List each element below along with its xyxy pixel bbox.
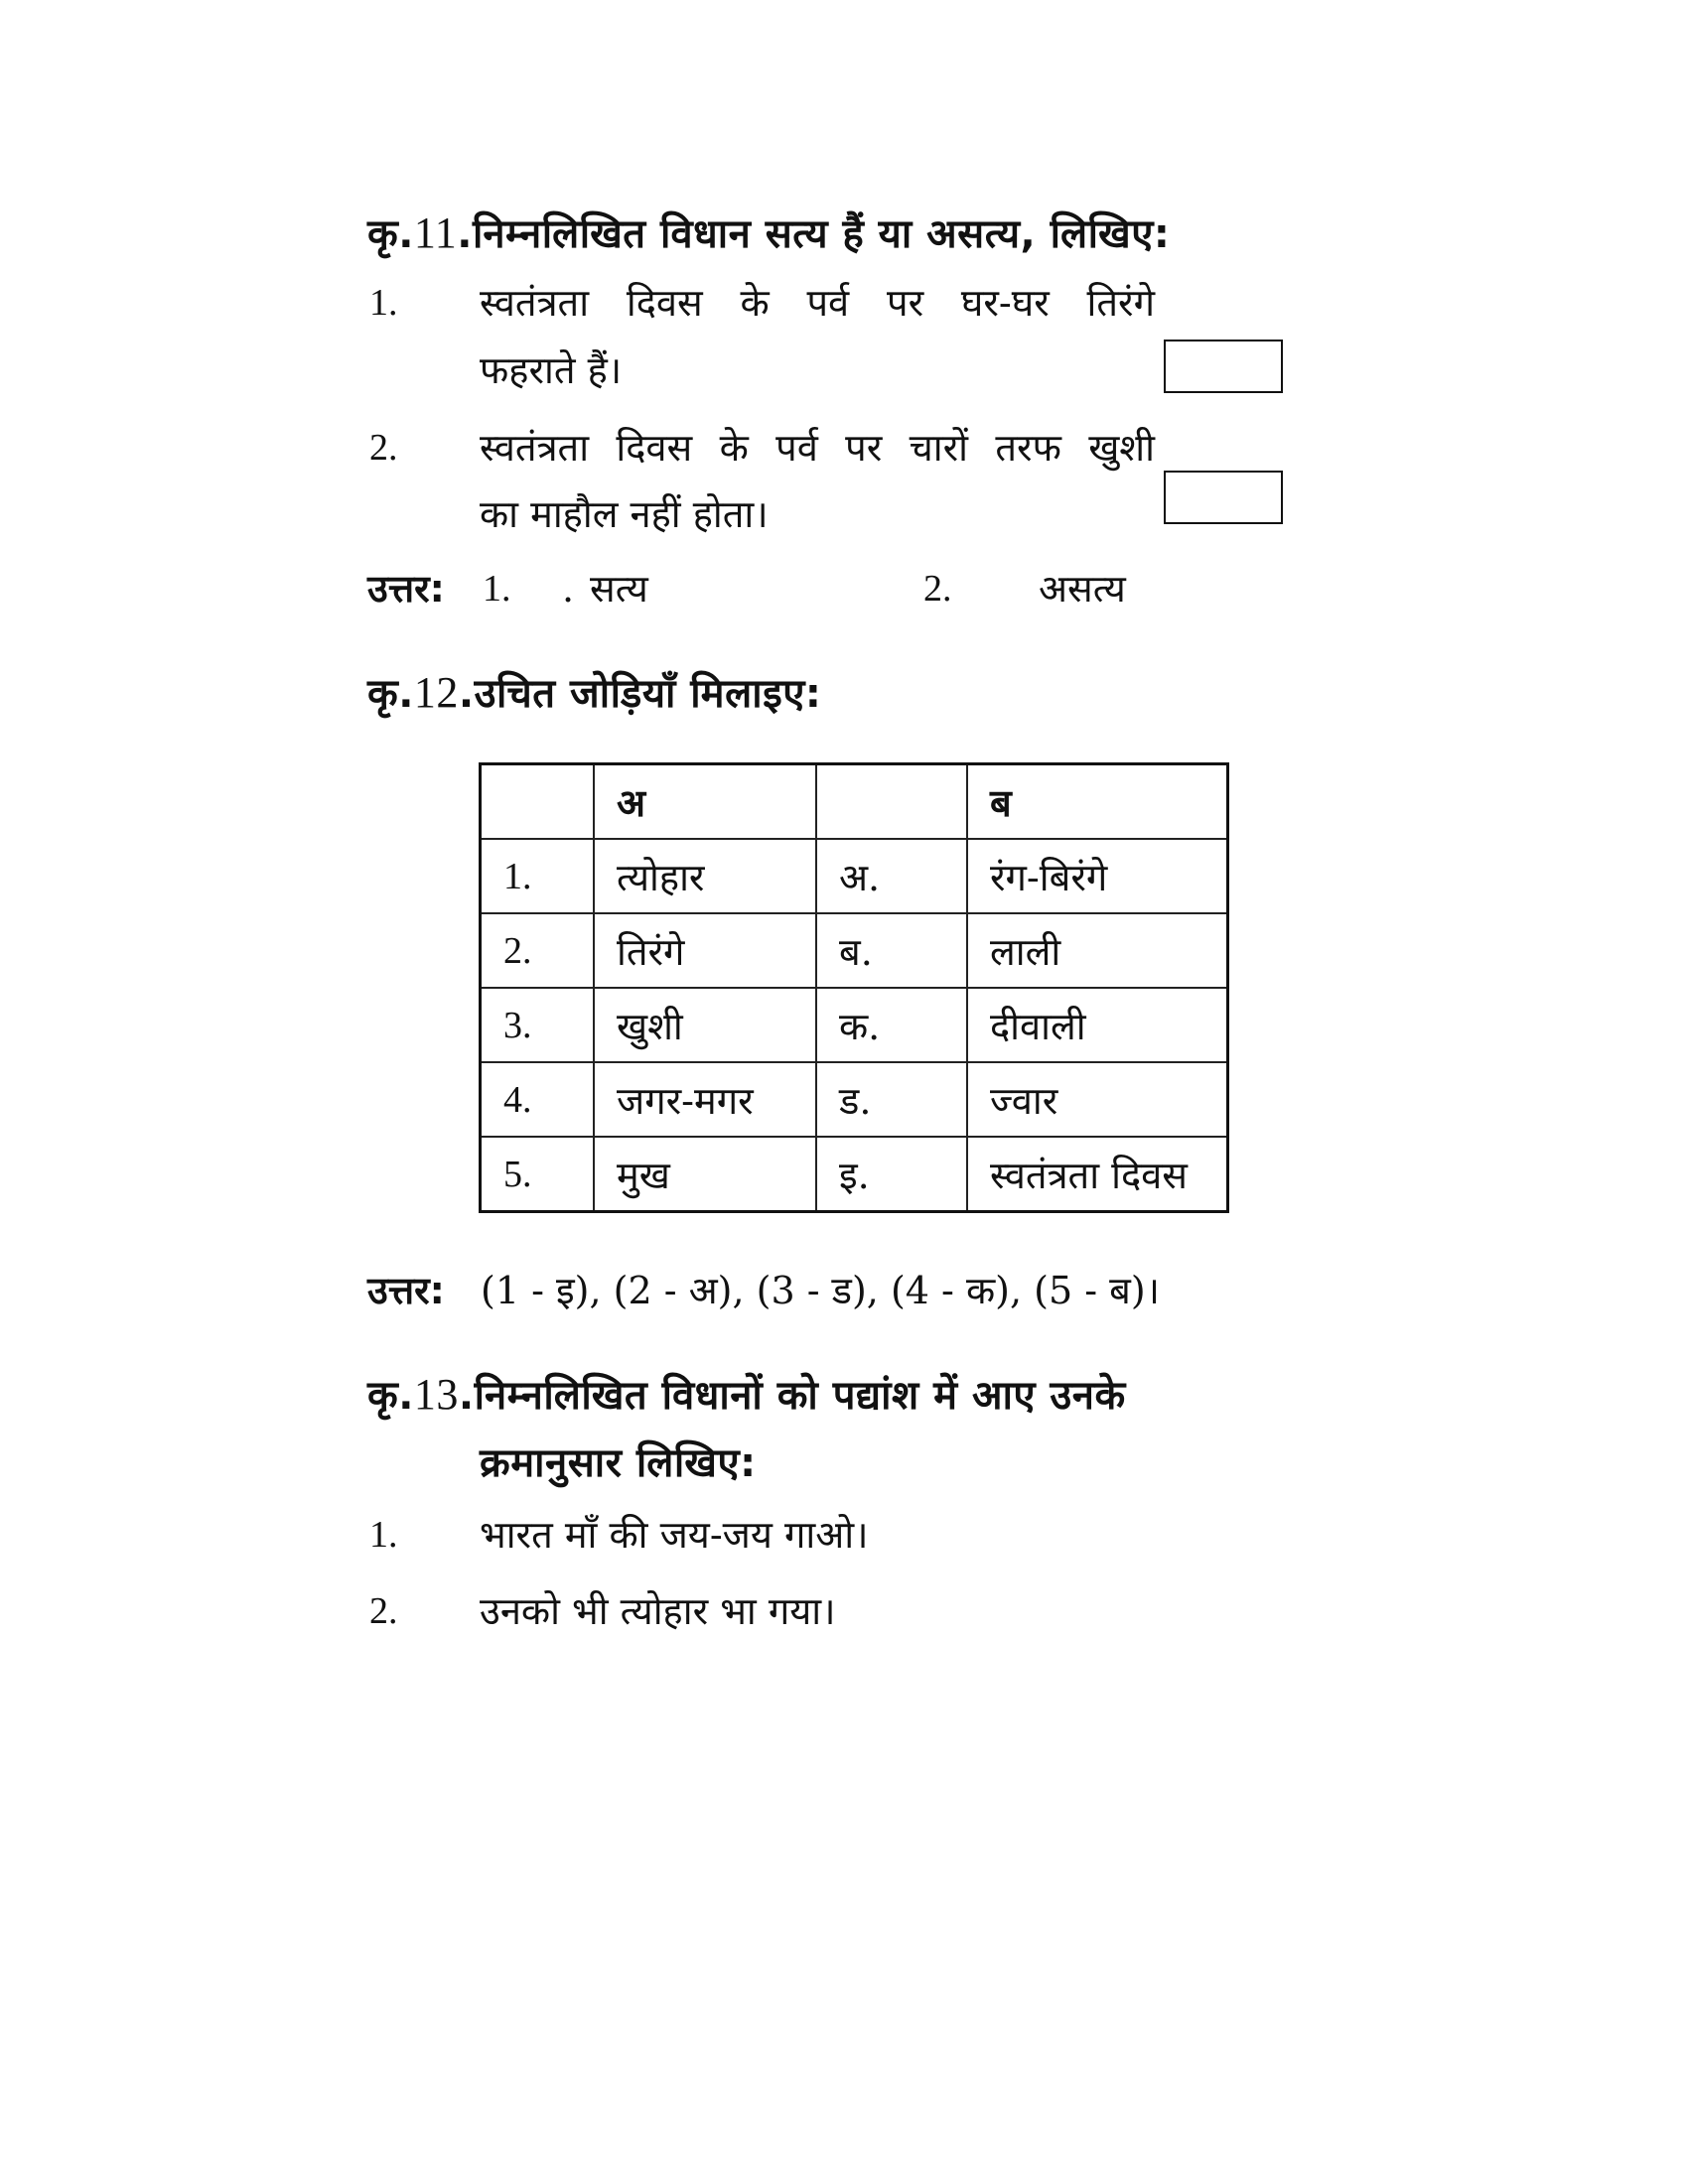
q11-statement-1-number: 1.: [369, 282, 398, 324]
row-number: 4.: [481, 1062, 595, 1137]
column-b-item: ज्वार: [967, 1062, 1228, 1137]
column-b-letter: अ.: [816, 839, 967, 913]
q12-answer-label: उत्तर:: [367, 1269, 445, 1312]
q11-statement-1-line1: स्वतंत्रता दिवस के पर्व पर घर-घर तिरंगे: [480, 281, 1155, 325]
q11-statement-1-line2: फहराते हैं।: [480, 348, 623, 392]
q13-item-2-number: 2.: [369, 1590, 398, 1632]
column-b-letter: ड.: [816, 1062, 967, 1137]
column-b-letter: क.: [816, 988, 967, 1062]
header-cell-number: [481, 764, 595, 840]
q13-item-1-number: 1.: [369, 1514, 398, 1556]
q12-number: 12: [413, 668, 459, 717]
q11-label: कृ.: [367, 211, 414, 257]
q13-item-2-text: उनको भी त्योहार भा गया।: [480, 1589, 836, 1633]
column-b-letter: इ.: [816, 1137, 967, 1212]
column-a-item: तिरंगे: [594, 913, 816, 988]
header-cell-column-a: अ: [594, 764, 816, 840]
q12-title: .उचित जोड़ियाँ मिलाइए:: [458, 671, 822, 717]
q13-title-line1: .निम्नलिखित विधानों को पद्यांश में आए उनके: [458, 1373, 1126, 1419]
q13-number: 13: [413, 1370, 459, 1419]
q11-answer-label: उत्तर:: [367, 567, 445, 611]
q11-statement-2-number: 2.: [369, 427, 398, 469]
q12-label: कृ.: [367, 671, 414, 717]
q11-answer-1-mark: .: [562, 567, 575, 611]
matching-table: [479, 762, 1229, 1213]
q13-label: कृ.: [367, 1373, 414, 1419]
table-row: [481, 1062, 1228, 1137]
q11-heading: [367, 204, 1170, 264]
q11-statement-2-line1: स्वतंत्रता दिवस के पर्व पर चारों तरफ खुशी: [480, 426, 1155, 470]
q11-answer-1-value: सत्य: [590, 567, 648, 611]
matching-table-header-row: [481, 764, 1228, 840]
q11-number: 11: [413, 208, 458, 257]
row-number: 5.: [481, 1137, 595, 1212]
column-b-item: स्वतंत्रता दिवस: [967, 1137, 1228, 1212]
q11-answer-1-number: 1.: [483, 568, 511, 610]
header-cell-column-b: ब: [967, 764, 1228, 840]
row-number: 2.: [481, 913, 595, 988]
column-b-item: लाली: [967, 913, 1228, 988]
q11-answer-2-number: 2.: [923, 568, 952, 610]
q12-heading: [367, 663, 821, 724]
row-number: 1.: [481, 839, 595, 913]
column-a-item: मुख: [594, 1137, 816, 1212]
q11-answer-box-1[interactable]: [1164, 340, 1283, 393]
column-b-item: दीवाली: [967, 988, 1228, 1062]
column-a-item: त्योहार: [594, 839, 816, 913]
table-row: [481, 913, 1228, 988]
column-b-item: रंग-बिरंगे: [967, 839, 1228, 913]
q11-answer-box-2[interactable]: [1164, 471, 1283, 524]
row-number: 3.: [481, 988, 595, 1062]
table-row: [481, 988, 1228, 1062]
q11-title: .निम्नलिखित विधान सत्य हैं या असत्य, लिखिए:: [457, 211, 1171, 257]
q11-statement-2-line2: का माहौल नहीं होता।: [480, 492, 769, 536]
q13-heading-line2: क्रमानुसार लिखिए:: [480, 1440, 757, 1486]
q12-answer-value: (1 - इ), (2 - अ), (3 - ड), (4 - क), (5 - ब)।: [481, 1269, 1161, 1312]
table-row: [481, 1137, 1228, 1212]
header-cell-letter: [816, 764, 967, 840]
column-a-item: जगर-मगर: [594, 1062, 816, 1137]
q11-answer-2-value: असत्य: [1039, 567, 1126, 611]
table-row: [481, 839, 1228, 913]
column-b-letter: ब.: [816, 913, 967, 988]
q13-heading: [367, 1365, 1126, 1426]
q13-item-1-text: भारत माँ की जय-जय गाओ।: [480, 1513, 869, 1557]
column-a-item: खुशी: [594, 988, 816, 1062]
